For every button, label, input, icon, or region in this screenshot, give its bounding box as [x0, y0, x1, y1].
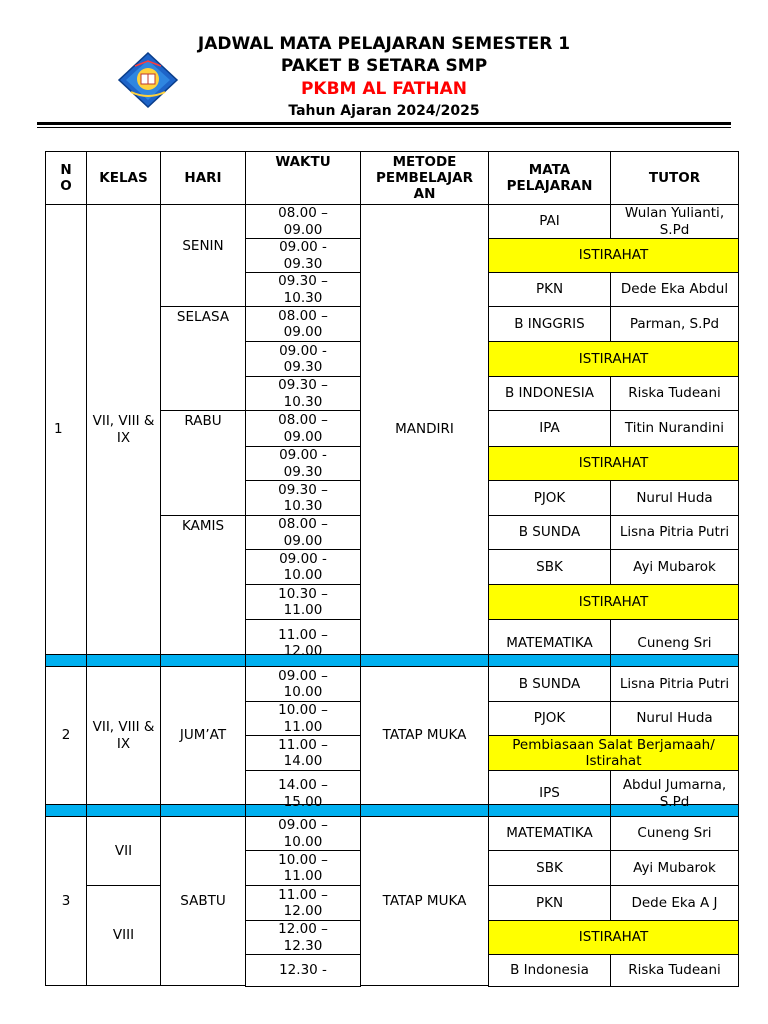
- time-slot: 09.00 - 09.30: [245, 238, 361, 273]
- istirahat-cell: ISTIRAHAT: [488, 238, 739, 273]
- group-3-kelas-viii: VIII: [86, 885, 161, 986]
- subject-cell: IPS: [488, 770, 611, 817]
- time-slot: 09.00 – 10.00: [245, 816, 361, 851]
- subject-cell: PJOK: [488, 701, 611, 736]
- day-jumat: JUM’AT: [160, 666, 246, 805]
- time-slot: 10.00 – 11.00: [245, 850, 361, 886]
- time-slot: 09.00 – 10.00: [245, 666, 361, 702]
- day-selasa: SELASA: [160, 306, 246, 411]
- academic-year: Tahun Ajaran 2024/2025: [288, 103, 480, 119]
- group-1-kelas: VII, VIII & IX: [86, 204, 161, 655]
- time-slot: 08.00 – 09.00: [245, 410, 361, 447]
- subject-cell: B INDONESIA: [488, 376, 611, 411]
- subject-cell: B SUNDA: [488, 666, 611, 702]
- group-2-no: 2: [45, 666, 87, 805]
- tutor-cell: Dede Eka A J: [610, 885, 739, 921]
- tutor-cell: Ayi Mubarok: [610, 549, 739, 585]
- tutor-cell: Nurul Huda: [610, 701, 739, 736]
- tutor-cell: Lisna Pitria Putri: [610, 666, 739, 702]
- col-header-hari: HARI: [160, 151, 246, 205]
- istirahat-cell: ISTIRAHAT: [488, 920, 739, 955]
- day-kamis: KAMIS: [160, 515, 246, 655]
- col-header-metode: METODE PEMBELAJAR AN: [360, 151, 489, 205]
- subject-cell: PKN: [488, 885, 611, 921]
- subject-cell: PJOK: [488, 480, 611, 516]
- tutor-cell: Ayi Mubarok: [610, 850, 739, 886]
- header-rule-thin: [37, 127, 731, 128]
- group-3-no: 3: [45, 816, 87, 986]
- time-slot: 09.30 – 10.30: [245, 272, 361, 307]
- subject-cell: B INGGRIS: [488, 306, 611, 342]
- subject-cell: PAI: [488, 204, 611, 239]
- tutor-cell: Wulan Yulianti, S.Pd: [610, 204, 739, 239]
- time-slot: 10.00 – 11.00: [245, 701, 361, 736]
- time-slot: 09.30 – 10.30: [245, 480, 361, 516]
- col-header-tutor: TUTOR: [610, 151, 739, 205]
- tutor-cell: Cuneng Sri: [610, 619, 739, 667]
- time-slot: 12.30 -: [245, 954, 361, 987]
- day-senin: SENIN: [160, 204, 246, 307]
- istirahat-cell: ISTIRAHAT: [488, 584, 739, 620]
- subject-cell: MATEMATIKA: [488, 816, 611, 851]
- subject-cell: B SUNDA: [488, 515, 611, 550]
- subject-cell: MATEMATIKA: [488, 619, 611, 667]
- time-slot: 09.00 - 10.00: [245, 549, 361, 585]
- tutor-cell: Parman, S.Pd: [610, 306, 739, 342]
- tutor-cell: Nurul Huda: [610, 480, 739, 516]
- group-2-kelas: VII, VIII & IX: [86, 666, 161, 805]
- tutor-cell: Cuneng Sri: [610, 816, 739, 851]
- group-1-no: 1: [45, 204, 87, 655]
- time-slot: 11.00 – 14.00: [245, 735, 361, 771]
- tutor-cell: Riska Tudeani: [610, 376, 739, 411]
- document-subtitle: PAKET B SETARA SMP: [280, 56, 488, 76]
- group-1-metode: MANDIRI: [360, 204, 489, 655]
- document-title: JADWAL MATA PELAJARAN SEMESTER 1: [197, 34, 571, 54]
- tutor-cell: Abdul Jumarna, S.Pd: [610, 770, 739, 817]
- group-2-metode: TATAP MUKA: [360, 666, 489, 805]
- header-rule-thick: [37, 122, 731, 125]
- tutor-cell: Lisna Pitria Putri: [610, 515, 739, 550]
- time-slot: 08.00 – 09.00: [245, 204, 361, 239]
- time-slot: 11.00 – 12.00: [245, 619, 361, 667]
- tutor-cell: Dede Eka Abdul: [610, 272, 739, 307]
- subject-cell: IPA: [488, 410, 611, 447]
- time-slot: 09.00 - 09.30: [245, 446, 361, 481]
- subject-cell: B Indonesia: [488, 954, 611, 987]
- time-slot: 09.00 - 09.30: [245, 341, 361, 377]
- day-rabu: RABU: [160, 410, 246, 516]
- col-header-mapel: MATA PELAJARAN: [488, 151, 611, 205]
- institution-name: PKBM AL FATHAN: [300, 79, 468, 99]
- time-slot: 08.00 – 09.00: [245, 515, 361, 550]
- time-slot: 12.00 – 12.30: [245, 920, 361, 955]
- group-3-metode: TATAP MUKA: [360, 816, 489, 986]
- time-slot: 11.00 – 12.00: [245, 885, 361, 921]
- subject-cell: SBK: [488, 549, 611, 585]
- time-slot: 09.30 – 10.30: [245, 376, 361, 411]
- istirahat-cell: ISTIRAHAT: [488, 446, 739, 481]
- col-header-kelas: KELAS: [86, 151, 161, 205]
- istirahat-cell: Pembiasaan Salat Berjamaah/ Istirahat: [488, 735, 739, 771]
- time-slot: 14.00 – 15.00: [245, 770, 361, 817]
- time-slot: 10.30 – 11.00: [245, 584, 361, 620]
- pkbm-logo-icon: [117, 52, 179, 108]
- tutor-cell: Titin Nurandini: [610, 410, 739, 447]
- col-header-no: N O: [45, 151, 87, 205]
- day-sabtu: SABTU: [160, 816, 246, 986]
- group-3-kelas-vii: VII: [86, 816, 161, 886]
- subject-cell: SBK: [488, 850, 611, 886]
- istirahat-cell: ISTIRAHAT: [488, 341, 739, 377]
- subject-cell: PKN: [488, 272, 611, 307]
- tutor-cell: Riska Tudeani: [610, 954, 739, 987]
- col-header-waktu: WAKTU: [245, 151, 361, 205]
- time-slot: 08.00 – 09.00: [245, 306, 361, 342]
